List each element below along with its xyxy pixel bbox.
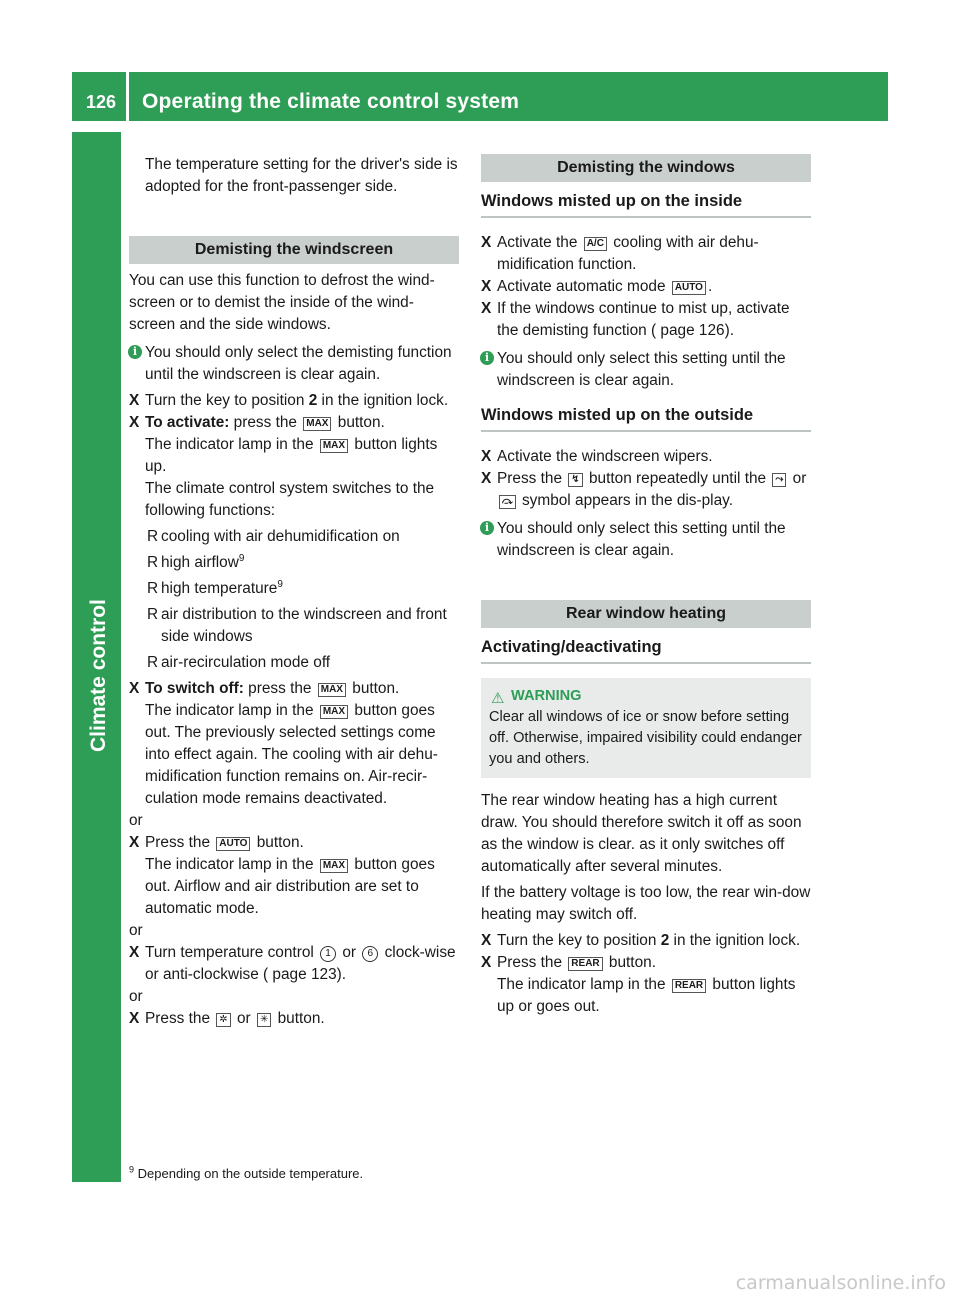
- watermark: carmanualsonline.info: [735, 1272, 946, 1294]
- step-marker-icon: X: [129, 392, 140, 409]
- control-six-icon: 6: [362, 946, 378, 962]
- subheading-inside: Windows misted up on the inside: [481, 190, 811, 218]
- step-marker-icon: X: [129, 1010, 140, 1027]
- or-text: or: [129, 922, 143, 939]
- section-heading-windows: Demisting the windows: [481, 154, 811, 182]
- step-marker-icon: X: [129, 414, 140, 431]
- step-rear-button: X Press the REAR button. The indicator lamp in the REAR button lights up or goes out.: [481, 954, 796, 1015]
- step-marker-icon: X: [129, 944, 140, 961]
- info-icon: i: [480, 521, 494, 535]
- page-header: [72, 72, 888, 121]
- step-activate-auto: X Activate automatic mode AUTO .: [481, 276, 811, 298]
- footnote: [129, 1166, 363, 1181]
- max-button-icon: MAX: [320, 705, 348, 719]
- max-button-icon: MAX: [320, 439, 348, 453]
- header-divider: [126, 72, 129, 121]
- step-temperature-control: X Turn temperature control 1 or 6 clock-wise or anti-clockwise ( page 123).: [129, 944, 456, 983]
- page-number: 126: [86, 92, 117, 112]
- subheading-activating: Activating/deactivating: [481, 636, 811, 664]
- step-marker-icon: X: [481, 932, 492, 949]
- max-button-icon: MAX: [318, 683, 346, 697]
- max-button-icon: MAX: [320, 859, 348, 873]
- bullet-icon: R: [147, 554, 159, 571]
- right-column: [481, 154, 811, 1018]
- step-fan-buttons: X Press the ✲ or ✳ button.: [129, 1008, 459, 1030]
- step-marker-icon: X: [481, 448, 492, 465]
- step-wipers: X Activate the windscreen wipers.: [481, 446, 811, 468]
- wiper-low-icon: ⤼: [499, 495, 516, 509]
- list-item: R air-recirculation mode off: [129, 652, 459, 674]
- max-button-icon: MAX: [303, 417, 331, 431]
- left-column: [129, 154, 459, 1030]
- auto-button-icon: AUTO: [672, 281, 706, 295]
- info-note: [129, 342, 459, 386]
- warning-box: [481, 678, 811, 778]
- step-ignition-rear: X Turn the key to position 2 in the ignition lock.: [481, 930, 811, 952]
- rear-heating-description: The rear window heating has a high current draw. You should therefore switch it off as soon as the window is clear. as it only switches off automatically after several minutes.: [481, 792, 802, 875]
- footnote-text: Depending on the outside temperature.: [137, 1166, 364, 1181]
- step-activate: X To activate: press the MAX button. The indicator lamp in the MAX button lights up. The climate control system switches to the following functions:: [129, 414, 438, 519]
- side-tab-label: Climate control: [87, 599, 110, 752]
- rear-defrost-button-icon: REAR: [672, 979, 706, 993]
- list-item: R cooling with air dehumidification on: [129, 526, 459, 548]
- or-text: or: [129, 812, 143, 829]
- fan-up-button-icon: ✲: [216, 1013, 230, 1027]
- step-switch-off: X To switch off: press the MAX button. The indicator lamp in the MAX button goes out. The previously selected settings come into effect again. The cooling with air dehu-midification function remains on. Air-recir-culation mode remains deactivated.: [129, 680, 438, 807]
- wiper-interval-icon: ⤳: [772, 473, 786, 487]
- bullet-icon: R: [147, 654, 159, 671]
- auto-button-icon: AUTO: [216, 837, 250, 851]
- battery-note: If the battery voltage is too low, the rear win-dow heating may switch off.: [481, 884, 811, 923]
- info-icon: i: [480, 351, 494, 365]
- step-demisting: X If the windows continue to mist up, activate the demisting function ( page 126).: [481, 300, 790, 339]
- step-activate-ac: X Activate the A/C cooling with air dehu-midification function.: [481, 234, 759, 273]
- warning-text: Clear all windows of ice or snow before setting off. Otherwise, impaired visibility could endanger you and others.: [489, 709, 802, 767]
- ac-button-icon: A/C: [584, 237, 607, 251]
- side-tab: [72, 132, 121, 1182]
- step-marker-icon: X: [481, 234, 492, 251]
- step-ignition: X Turn the key to position 2 in the ignition lock.: [129, 390, 459, 412]
- step-marker-icon: X: [481, 278, 492, 295]
- bullet-icon: R: [147, 580, 159, 597]
- list-item: R high temperature$^9$: [129, 578, 459, 600]
- bullet-icon: R: [147, 606, 159, 623]
- footnote-number: 9: [129, 1164, 135, 1175]
- chapter-title: Operating the climate control system: [142, 90, 520, 113]
- bullet-icon: R: [147, 528, 159, 545]
- wiper-button-icon: ↯: [568, 473, 582, 487]
- or-text: or: [129, 988, 143, 1005]
- subheading-outside: Windows misted up on the outside: [481, 404, 811, 432]
- step-wiper-button: X Press the ↯ button repeatedly until the ⤳ or ⤼ symbol appears in the dis-play.: [481, 470, 807, 509]
- info-note: i You should only select this setting until the windscreen is clear again.: [481, 518, 811, 562]
- step-marker-icon: X: [481, 470, 492, 487]
- windscreen-description: You can use this function to defrost the wind-screen or to demist the inside of the wind-screen and the side windows.: [129, 272, 435, 333]
- step-marker-icon: X: [481, 954, 492, 971]
- info-text: You should only select the demisting function until the windscreen is clear again.: [145, 344, 452, 383]
- step-marker-icon: X: [129, 680, 140, 697]
- step-marker-icon: X: [129, 834, 140, 851]
- list-item: R high airflow$^9$: [129, 552, 459, 574]
- step-marker-icon: X: [481, 300, 492, 317]
- control-one-icon: 1: [320, 946, 336, 962]
- section-heading-rear-window: Rear window heating: [481, 600, 811, 628]
- list-item: R air distribution to the windscreen and front side windows: [147, 606, 447, 645]
- info-note: i You should only select this setting until the windscreen is clear again.: [481, 348, 811, 392]
- warning-triangle-icon: ⚠: [491, 690, 505, 707]
- intro-text: The temperature setting for the driver's side is adopted for the front-passenger side.: [145, 156, 458, 195]
- fan-down-button-icon: ✳: [257, 1013, 271, 1027]
- warning-title: ⚠ WARNING: [491, 688, 582, 707]
- step-press-auto: X Press the AUTO button. The indicator lamp in the MAX button goes out. Airflow and air distribution are set to automatic mode.: [129, 834, 435, 917]
- section-heading-windscreen: Demisting the windscreen: [129, 236, 459, 264]
- info-icon: i: [128, 345, 142, 359]
- rear-defrost-button-icon: REAR: [568, 957, 602, 971]
